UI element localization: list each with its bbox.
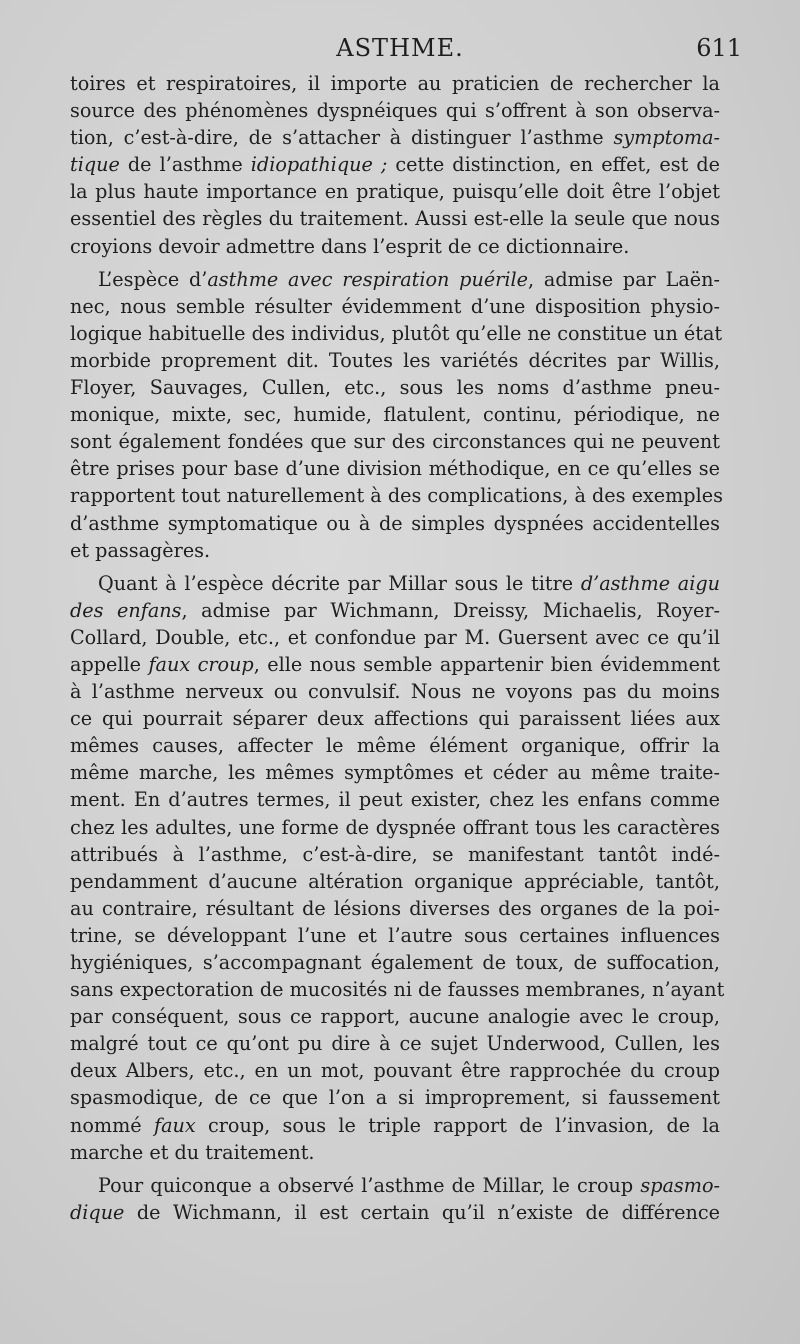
text-line (70, 482, 723, 509)
text-line (70, 1057, 720, 1084)
text-run: essentiel des règles du traitement. Aussi est-elle la seule que nous (70, 207, 720, 231)
text-line (70, 1030, 720, 1057)
text-line (70, 124, 720, 151)
text-run: chez les adultes, une forme de dyspnée offrant tous les caractères (70, 815, 720, 839)
text-run: au contraire, résultant de lésions diverses des organes de la poi- (70, 896, 720, 920)
text-run: même marche, les mêmes symptômes et céder au même traite- (70, 761, 720, 785)
text-line (70, 97, 720, 124)
text-line (70, 320, 723, 347)
text-line (70, 70, 720, 97)
text-run: , admise par Wichmann, Dreissy, Michaelis, Royer- (181, 598, 721, 622)
text-line (70, 868, 720, 895)
text-line (70, 786, 720, 813)
text-run: morbide proprement dit. Toutes les variétés décrites par Willis, (70, 348, 720, 372)
text-line (70, 597, 720, 624)
text-run: hygiéniques, s’accompagnant également de toux, de suffocation, (70, 951, 720, 974)
text-line (70, 401, 720, 428)
text-run: à l’asthme nerveux ou convulsif. Nous ne voyons pas du moins (70, 680, 720, 704)
text-run: attribués à l’asthme, c’est-à-dire, se manifestant tantôt indé- (70, 842, 720, 866)
text-run: ce qui pourrait séparer deux affections qui paraissent liées aux (70, 707, 720, 731)
text-run: mêmes causes, affecter le même élément organique, offrir la (70, 734, 720, 758)
text-run: et passagères. (70, 538, 211, 562)
paragraph (70, 1172, 720, 1226)
text-line (70, 922, 720, 949)
text-run: L’espèce d’ (98, 267, 208, 291)
italic-run: asthme avec respiration puérile (207, 267, 528, 291)
italic-run: idiopathique ; (250, 153, 388, 177)
text-line (70, 293, 720, 320)
text-run: logique habituelle des individus, plutôt qu’elle ne constitue un état (70, 321, 723, 345)
text-run: de Wichmann, il est certain qu’il n’existe de différence (124, 1200, 720, 1224)
text-run: nec, nous semble résulter évidemment d’une disposition physio- (70, 294, 720, 318)
italic-run: faux (153, 1113, 196, 1137)
page-title: ASTHME. (336, 34, 464, 62)
text-run: trine, se développant l’une et l’autre sous certaines influences (70, 923, 720, 947)
text-line (70, 732, 720, 759)
text-run: sont également fondées que sur des circonstances qui ne peuvent (70, 430, 720, 454)
text-line (70, 1112, 720, 1139)
text-run: croyions devoir admettre dans l’esprit de ce dictionnaire. (70, 234, 630, 258)
text-line (70, 1003, 720, 1030)
text-line (70, 205, 720, 232)
text-run: source des phénomènes dyspnéiques qui s’offrent à son observa- (70, 99, 720, 123)
text-line (70, 624, 720, 651)
text-run: malgré tout ce qu’ont pu dire à ce sujet Underwood, Cullen, les (70, 1032, 720, 1056)
text-line (70, 705, 720, 732)
text-run: Collard, Double, etc., et confondue par M. Guersent avec ce qu’il (70, 625, 720, 649)
page-number: 611 (696, 34, 742, 62)
text-run: Quant à l’espèce décrite par Millar sous le titre (98, 571, 581, 595)
italic-run: symptoma- (613, 126, 720, 150)
text-run: nommé (70, 1113, 154, 1137)
text-run: ment. En d’autres termes, il peut exister, chez les enfans comme (70, 788, 720, 812)
italic-run: tique (70, 153, 120, 177)
text-run: marche et du traitement. (70, 1140, 315, 1164)
text-run: tion, c’est-à-dire, de s’attacher à distinguer l’asthme (70, 126, 614, 150)
text-line (70, 841, 720, 868)
text-line (70, 1172, 720, 1199)
text-run: par conséquent, sous ce rapport, aucune analogie avec le croup, (70, 1005, 720, 1029)
text-line (70, 759, 720, 786)
text-run: Floyer, Sauvages, Cullen, etc., sous les noms d’asthme pneu- (70, 376, 720, 400)
italic-run: des enfans (70, 598, 182, 622)
text-run: deux Albers, etc., en un mot, pouvant être rapprochée du croup (70, 1059, 720, 1083)
text-run: la plus haute importance en pratique, puisqu’elle doit être l’objet (70, 180, 720, 204)
text-line (70, 678, 720, 705)
text-run: , admise par Laën- (527, 267, 720, 291)
text-run: monique, mixte, sec, humide, flatulent, continu, périodique, ne (70, 403, 720, 427)
text-run: Pour quiconque a observé l’asthme de Millar, le croup (98, 1173, 641, 1197)
text-run: , elle nous semble appartenir bien évidemment (253, 652, 720, 676)
paragraph (70, 570, 725, 1166)
text-line (70, 537, 720, 564)
text-run: sans expectoration de mucosités ni de fausses membranes, n’ayant (70, 978, 725, 1002)
text-line (70, 976, 725, 1003)
text-line (70, 814, 720, 841)
italic-run: d’asthme aigu (580, 571, 720, 595)
text-run: toires et respiratoires, il importe au praticien de rechercher la (70, 72, 720, 95)
text-line (70, 347, 720, 374)
text-run: spasmodique, de ce que l’on a si improprement, si faussement (70, 1086, 720, 1110)
text-line (70, 374, 720, 401)
text-run: être prises pour base d’une division méthodique, en ce qu’elles se (70, 457, 720, 481)
text-line (70, 428, 720, 455)
text-line (70, 455, 720, 482)
italic-run: dique (70, 1200, 125, 1224)
text-line (70, 266, 720, 293)
text-run: pendamment d’aucune altération organique appréciable, tantôt, (70, 869, 720, 893)
text-run: de l’asthme (119, 153, 251, 177)
body-text (70, 70, 725, 1226)
text-run: croup, sous le triple rapport de l’invasion, de la (195, 1113, 720, 1137)
text-run: d’asthme symptomatique ou à de simples dyspnées accidentelles (70, 511, 720, 535)
text-line (70, 510, 720, 537)
text-line (70, 1199, 720, 1226)
running-head (0, 34, 800, 68)
text-line (70, 570, 720, 597)
text-line (70, 895, 720, 922)
text-run: appelle (70, 652, 149, 676)
italic-run: spasmo- (640, 1173, 720, 1197)
text-run: cette distinction, en effet, est de (387, 153, 720, 177)
text-line (70, 1139, 720, 1166)
italic-run: faux croup (148, 652, 254, 676)
text-run: rapportent tout naturellement à des complications, à des exemples (70, 484, 723, 508)
text-line (70, 233, 720, 260)
text-line (70, 1084, 720, 1111)
text-line (70, 949, 720, 976)
text-line (70, 178, 720, 205)
text-line (70, 151, 720, 178)
paragraph (70, 70, 720, 260)
paragraph (70, 266, 723, 564)
text-line (70, 651, 720, 678)
